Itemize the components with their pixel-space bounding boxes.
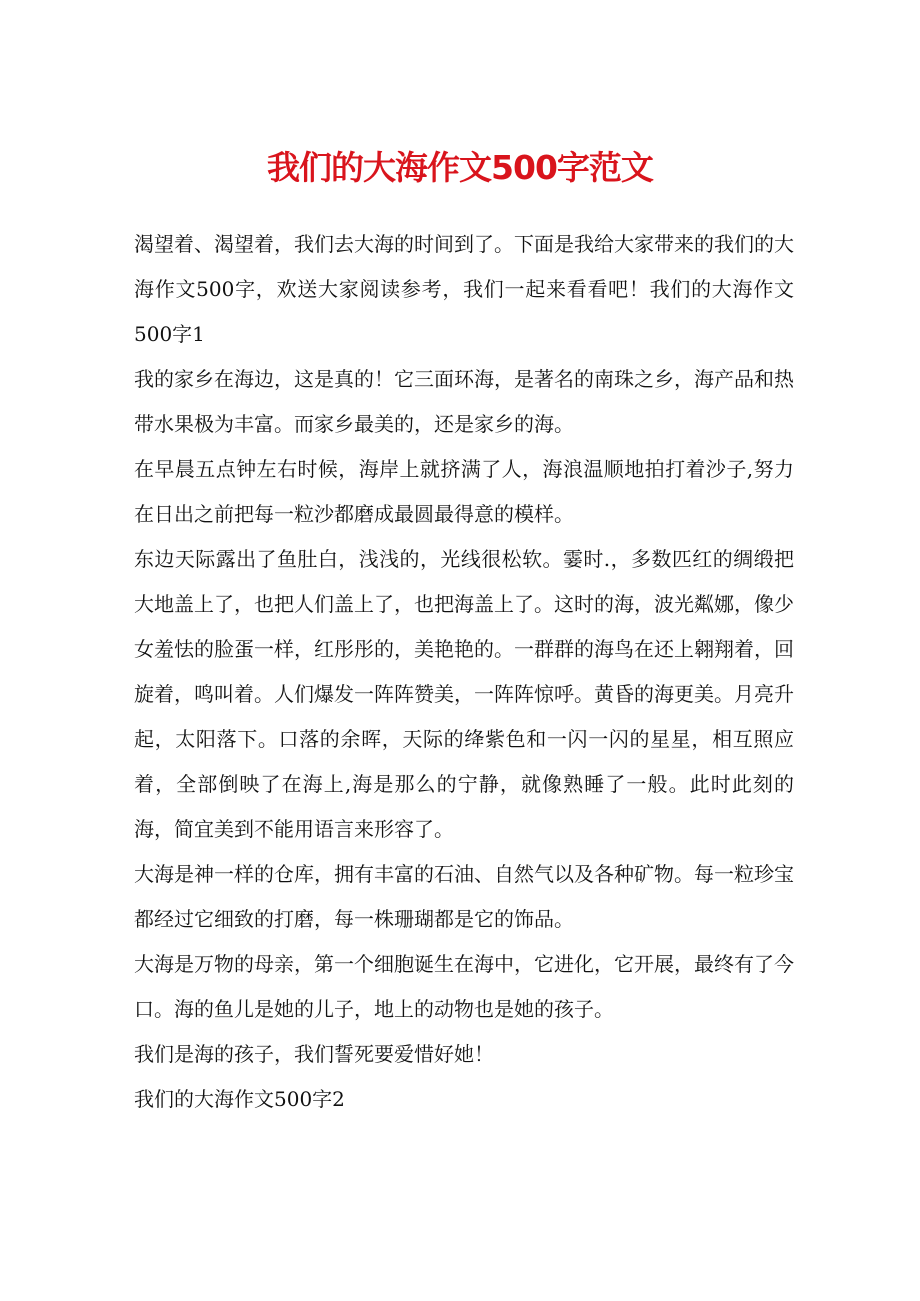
paragraph-morning: 在早晨五点钟左右时候，海岸上就挤满了人，海浪温顺地拍打着沙子,努力在日出之前把每一粒沙都磨成最圆最得意的模样。 bbox=[134, 457, 794, 526]
document-body bbox=[134, 222, 794, 1122]
paragraph-treasury: 大海是神一样的仓库，拥有丰富的石油、自然气以及各种矿物。每一粒珍宝都经过它细致的打磨，每一株珊瑚都是它的饰品。 bbox=[134, 862, 794, 931]
paragraph-hometown: 我的家乡在海边，这是真的！它三面环海，是著名的南珠之乡，海产品和热带水果极为丰富。而家乡最美的，还是家乡的海。 bbox=[134, 367, 794, 436]
paragraph-intro: 渴望着、渴望着，我们去大海的时间到了。下面是我给大家带来的我们的大海作文500字，欢送大家阅读参考，我们一起来看看吧！我们的大海作文500字1 bbox=[134, 232, 794, 346]
paragraph-sunrise-dusk: 东边天际露出了鱼肚白，浅浅的，光线很松软。霎时.，多数匹红的绸缎把大地盖上了，也把人们盖上了，也把海盖上了。这时的海，波光粼娜，像少女羞怯的脸蛋一样，红彤彤的，美艳艳的。一群群的海鸟在还上翱翔着，回旋着，鸣叫着。人们爆发一阵阵赞美，一阵阵惊呼。黄昏的海更美。月亮升起，太阳落下。口落的余晖，天际的绛紫色和一闪一闪的星星，相互照应着，全部倒映了在海上,海是那么的宁静，就像熟睡了一般。此时此刻的海，简宜美到不能用语言来形容了。 bbox=[134, 547, 794, 841]
paragraph-mother: 大海是万物的母亲，第一个细胞诞生在海中，它进化，它开展，最终有了今口。海的鱼儿是她的儿子，地上的动物也是她的孩子。 bbox=[134, 952, 794, 1021]
paragraph-essay-2-heading: 我们的大海作文500字2 bbox=[134, 1087, 345, 1111]
paragraph-children: 我们是海的孩子，我们誓死要爱惜好她！ bbox=[134, 1042, 494, 1066]
document-title: 我们的大海作文500字范文 bbox=[267, 148, 653, 187]
